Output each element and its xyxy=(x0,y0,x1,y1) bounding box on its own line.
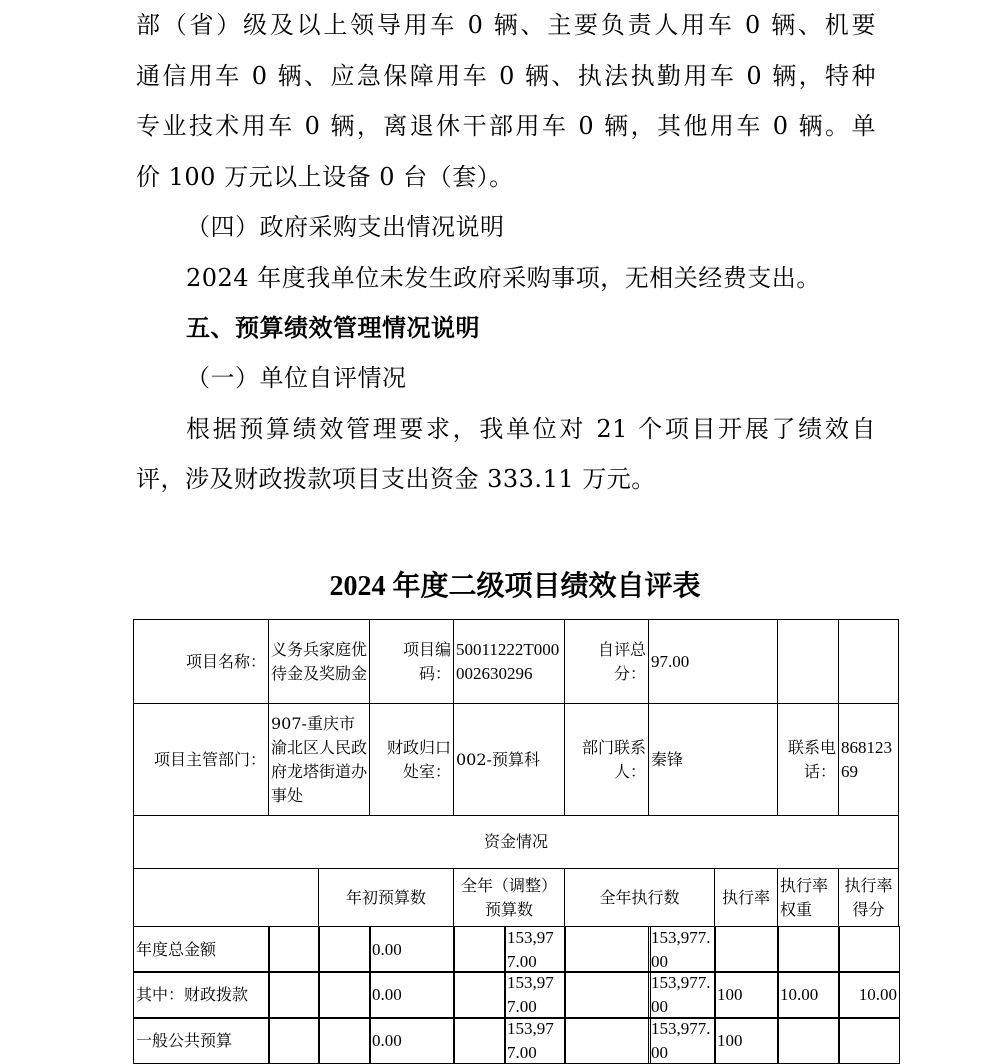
cell-weight xyxy=(777,926,840,973)
table-title: 2024 年度二级项目绩效自评表 xyxy=(329,571,701,602)
cell-adjusted: 153,977.00 xyxy=(504,971,566,1019)
cell-weight: 10.00 xyxy=(777,971,840,1019)
empty-cell xyxy=(564,971,651,1019)
funds-header: 资金情况 xyxy=(133,815,899,869)
empty-cell xyxy=(318,926,371,973)
cell-label: 年度总金额 xyxy=(133,926,270,973)
label-office: 财政归口处室： xyxy=(369,703,454,816)
col-header: 执行率 xyxy=(714,868,778,927)
empty-cell xyxy=(838,619,899,704)
cell-weight xyxy=(777,1017,840,1064)
cell-label: 一般公共预算 xyxy=(133,1017,270,1064)
empty-cell xyxy=(318,1017,371,1064)
cell-initial: 0.00 xyxy=(369,926,455,973)
cell-executed: 153,977.00 xyxy=(648,971,716,1019)
cell-rate: 100 xyxy=(714,971,779,1019)
col-header: 全年执行数 xyxy=(564,868,715,927)
paragraph-line: 2024 年度我单位未发生政府采购事项，无相关经费支出。 xyxy=(186,264,821,292)
paragraph-line: 部（省）级及以上领导用车 0 辆、主要负责人用车 0 辆、机要 xyxy=(136,11,876,39)
label-dept: 项目主管部门： xyxy=(133,703,269,816)
cell-score xyxy=(838,926,900,973)
cell-executed: 153,977.00 xyxy=(648,1017,716,1064)
contact: 秦锋 xyxy=(648,703,778,816)
label-score: 自评总分： xyxy=(564,619,649,704)
section-heading: 五、预算绩效管理情况说明 xyxy=(186,313,480,342)
project-name: 义务兵家庭优待金及奖励金 xyxy=(268,619,370,704)
cell-executed: 153,977.00 xyxy=(648,926,716,973)
empty-cell xyxy=(453,926,506,973)
paragraph-line: 通信用车 0 辆、应急保障用车 0 辆、执法执勤用车 0 辆，特种 xyxy=(136,62,876,90)
empty-cell xyxy=(318,971,371,1019)
dept: 907-重庆市渝北区人民政府龙塔街道办事处 xyxy=(268,703,370,816)
score: 97.00 xyxy=(648,619,778,704)
section-heading: （四）政府采购支出情况说明 xyxy=(186,213,505,241)
cell-adjusted: 153,977.00 xyxy=(504,926,566,973)
empty-cell xyxy=(133,868,319,927)
cell-rate xyxy=(714,926,779,973)
paragraph-line: 评，涉及财政拨款项目支出资金 333.11 万元。 xyxy=(136,465,656,493)
empty-cell xyxy=(268,926,320,973)
cell-score: 10.00 xyxy=(838,971,900,1019)
empty-cell xyxy=(268,1017,320,1064)
phone: 86812369 xyxy=(838,703,899,816)
col-header: 全年（调整）预算数 xyxy=(453,868,565,927)
col-header: 执行率得分 xyxy=(838,868,899,927)
empty-cell xyxy=(453,1017,506,1064)
label-project-code: 项目编码： xyxy=(369,619,454,704)
cell-initial: 0.00 xyxy=(369,971,455,1019)
paragraph-line: 价 100 万元以上设备 0 台（套）。 xyxy=(136,163,514,191)
cell-label: 其中：财政拨款 xyxy=(133,971,270,1019)
project-code: 50011222T000002630296 xyxy=(453,619,565,704)
empty-cell xyxy=(564,1017,651,1064)
paragraph-line: 根据预算绩效管理要求，我单位对 21 个项目开展了绩效自 xyxy=(186,415,876,443)
cell-adjusted: 153,977.00 xyxy=(504,1017,566,1064)
empty-cell xyxy=(268,971,320,1019)
label-contact: 部门联系人： xyxy=(564,703,649,816)
label-phone: 联系电话： xyxy=(777,703,839,816)
empty-cell xyxy=(564,926,651,973)
section-heading: （一）单位自评情况 xyxy=(186,364,407,392)
empty-cell xyxy=(453,971,506,1019)
cell-rate: 100 xyxy=(714,1017,779,1064)
paragraph-line: 专业技术用车 0 辆，离退休干部用车 0 辆，其他用车 0 辆。单 xyxy=(136,112,876,140)
col-header: 执行率权重 xyxy=(777,868,839,927)
office: 002-预算科 xyxy=(453,703,565,816)
cell-initial: 0.00 xyxy=(369,1017,455,1064)
label-project-name: 项目名称： xyxy=(133,619,269,704)
cell-score xyxy=(838,1017,900,1064)
col-header: 年初预算数 xyxy=(318,868,454,927)
empty-cell xyxy=(777,619,839,704)
